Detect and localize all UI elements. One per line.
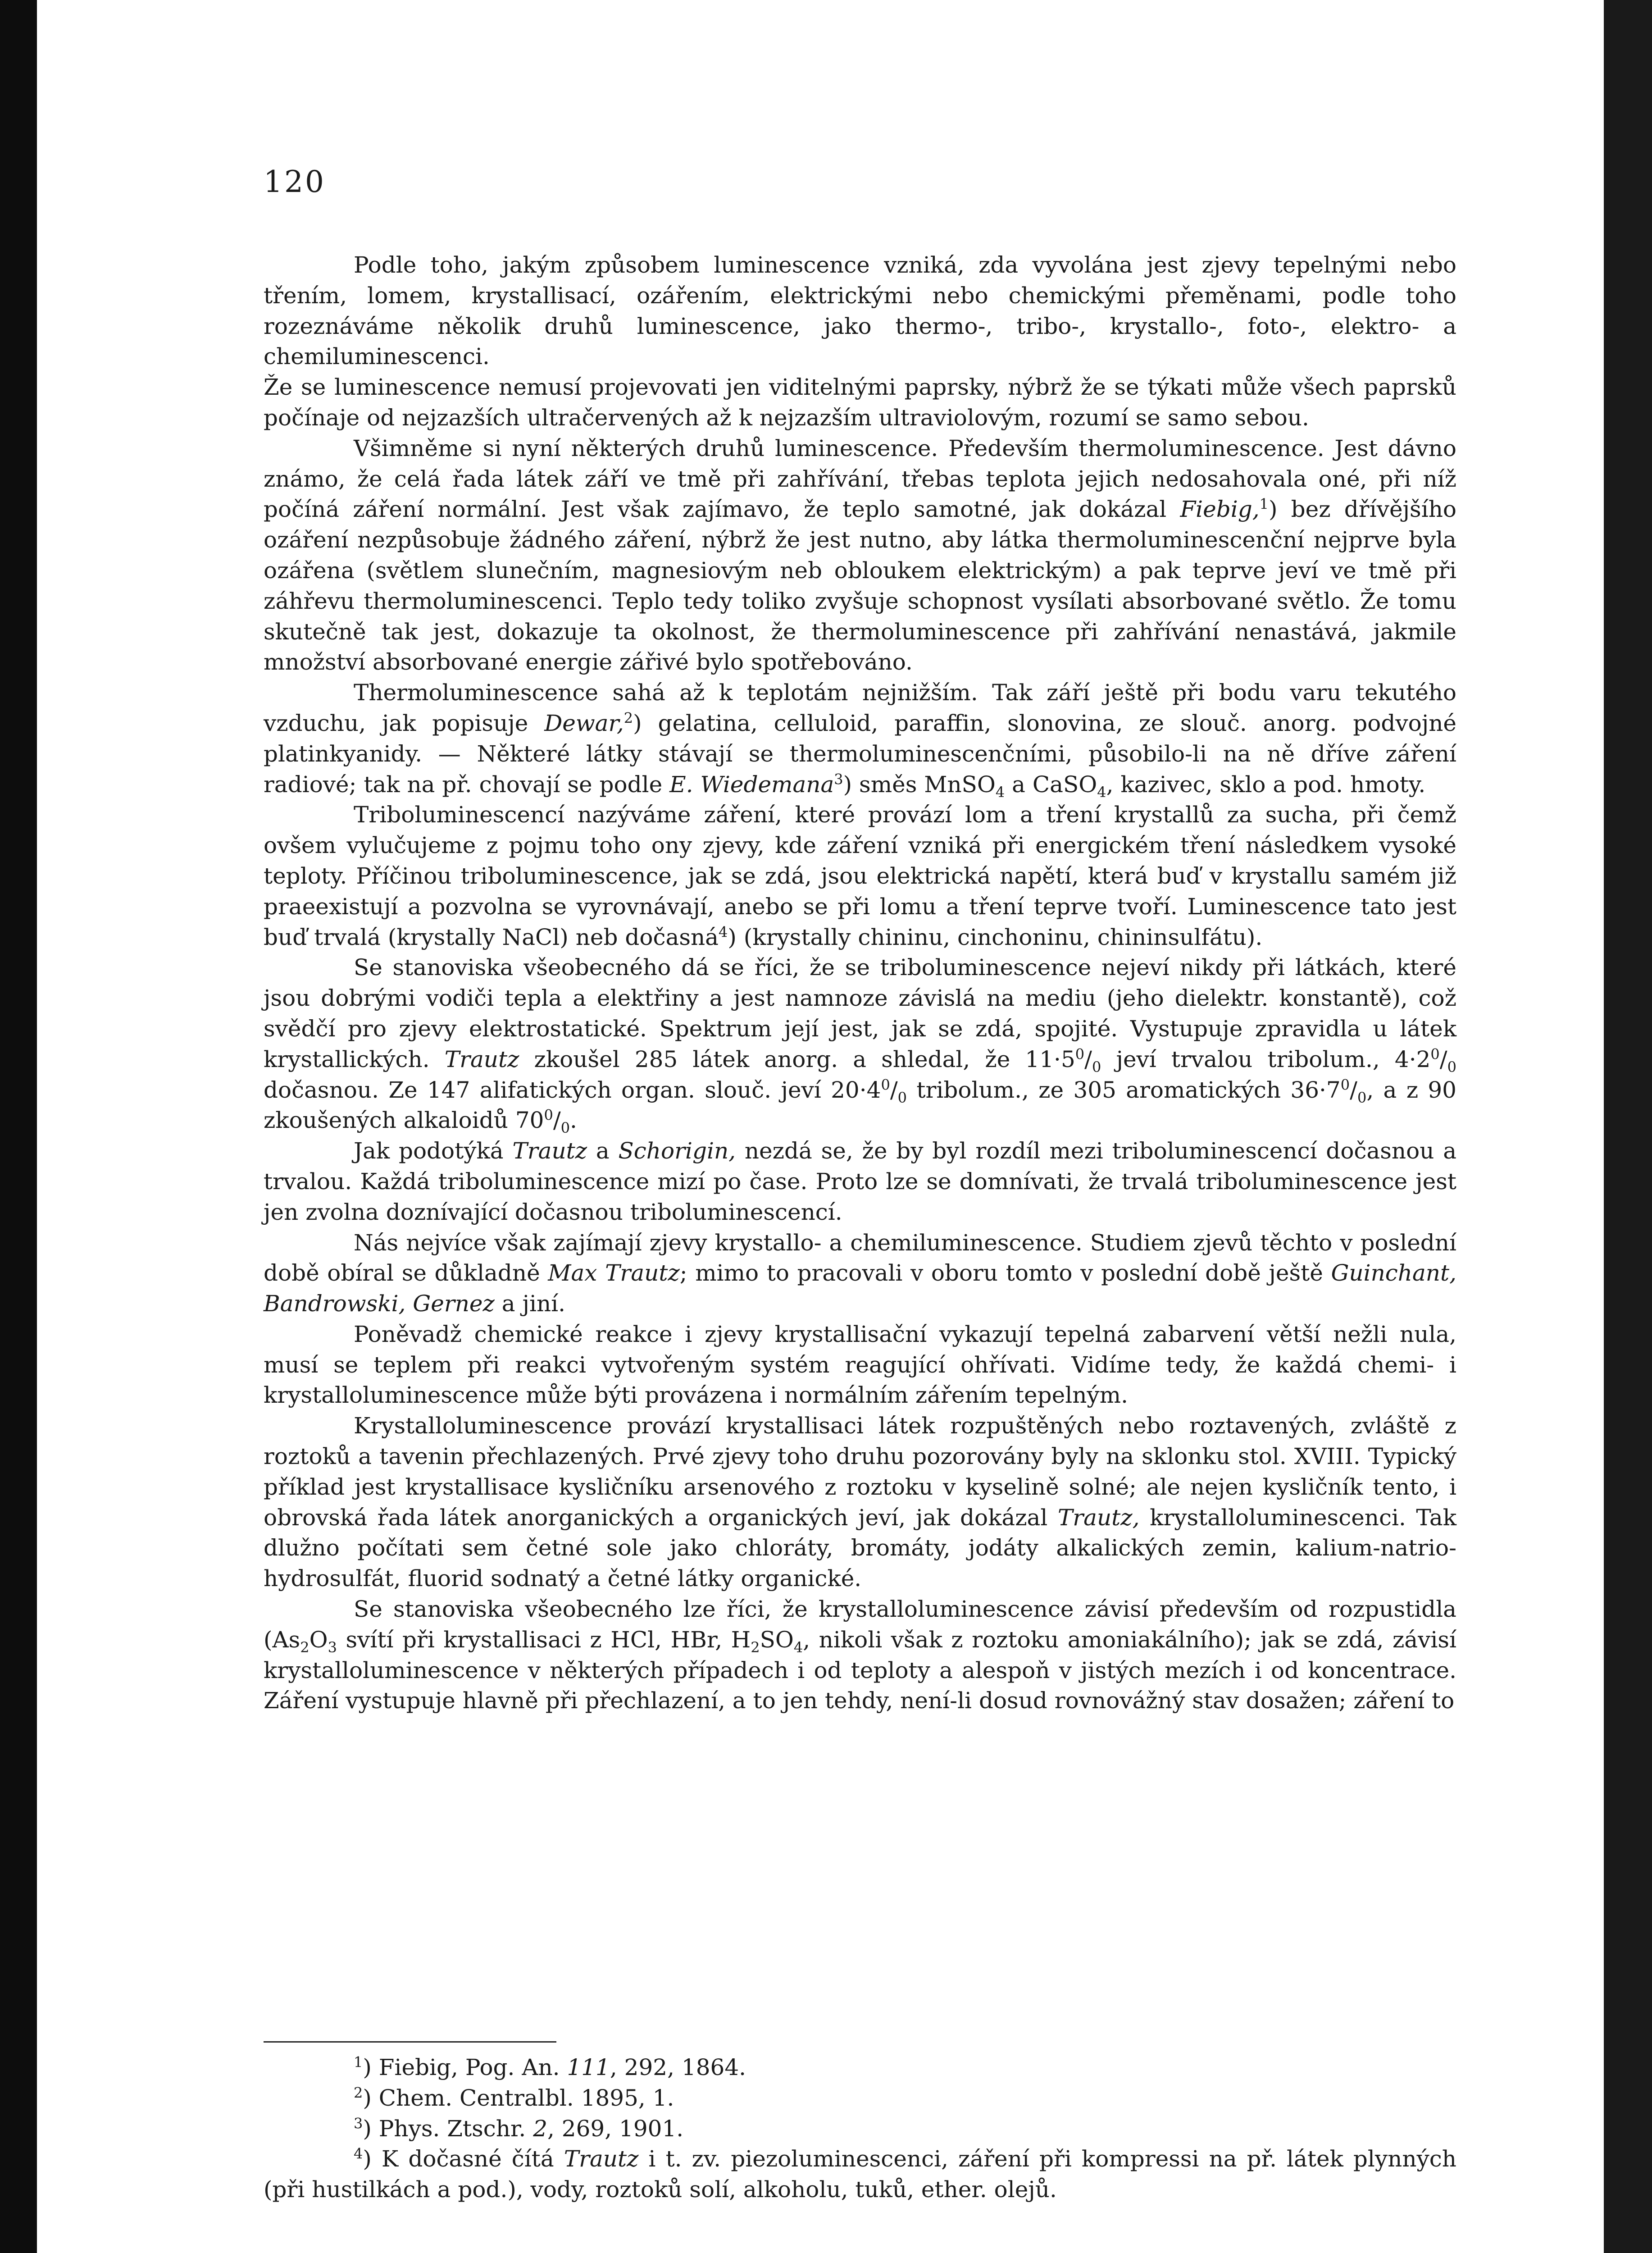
- index-mark: 2: [300, 1638, 309, 1656]
- text-run: nezdá se, že by byl rozdíl mezi triboluminescencí dočasnou a trvalou. Každá triboluminescence mizí po čase. Proto lze se domnívati, že trvalá triboluminescence jest jen zvolna doznívající dočasnou triboluminescencí.: [264, 1138, 1456, 1225]
- emphasized-text: E. Wiedemana: [669, 771, 834, 798]
- footnotes: [264, 2052, 1456, 2205]
- text-run: a CaSO: [1005, 771, 1097, 798]
- paragraph: [264, 953, 1456, 1136]
- text-run: , a z 90 zkoušených alkaloidů 70: [264, 1076, 1456, 1134]
- body-text: [264, 250, 1456, 1716]
- index-mark: 0: [1075, 1045, 1085, 1063]
- text-run: ) Phys. Ztschr.: [363, 2115, 533, 2142]
- text-run: ) směs MnSO: [843, 771, 996, 798]
- index-mark: 1: [354, 2053, 363, 2071]
- text-run: /: [553, 1107, 561, 1134]
- text-run: Se stanoviska všeobecného dá se říci, že se triboluminescence nejeví nikdy při látkách, které jsou dobrými vodiči tepla a elektřiny a jest namnoze závislá na mediu (jeho dielektr. konstantě), což svědčí pro zjevy elektrostatické. Spektrum její jest, jak se zdá, spojité. Vystupuje zpravidla u látek krystallických.: [264, 954, 1456, 1072]
- text-run: /: [1084, 1046, 1092, 1072]
- emphasized-text: Trautz: [444, 1046, 519, 1072]
- text-run: /: [1439, 1046, 1447, 1072]
- text-run: jeví trvalou tribolum., 4·2: [1101, 1046, 1431, 1072]
- index-mark: 2: [354, 2084, 363, 2102]
- footnote: [264, 2083, 1456, 2114]
- text-run: Nás nejvíce však zajímají zjevy krystallo- a chemiluminescence. Studiem zjevů těchto v poslední době obíral se důkladně: [264, 1229, 1456, 1286]
- text-run: Krystalloluminescence provází krystallisaci látek rozpuštěných nebo roztavených, zvláště z roztoků a tavenin přechlazených. Prvé zjevy toho druhu pozorovány byly na sklonku stol. XVIII. Typický příklad jest krystallisace kysličníku arsenového z roztoku v kyselině solné; ale nejen kysličník tento, i obrovská řada látek anorganických a organických jeví, jak dokázal: [264, 1413, 1456, 1531]
- footnote: [264, 2052, 1456, 2083]
- index-mark: 0: [1340, 1076, 1350, 1093]
- text-run: Že se luminescence nemusí projevovati jen viditelnými paprsky, nýbrž že se týkati může všech paprsků počínaje od nejzazších ultračervených až k nejzazším ultraviolovým, rozumí se samo sebou.: [264, 374, 1456, 431]
- emphasized-text: Trautz: [564, 2146, 639, 2172]
- text-run: O: [309, 1626, 328, 1653]
- text-run: /: [1350, 1076, 1357, 1103]
- text-run: SO: [760, 1626, 794, 1653]
- footnote: [264, 2144, 1456, 2205]
- index-mark: 0: [897, 1089, 907, 1106]
- index-mark: 0: [881, 1076, 890, 1093]
- text-run: i t. zv. piezoluminescenci, záření při kompressi na př. látek plynných (při hustilkách a pod.), vody, roztoků solí, alkoholu, tuků, ether. olejů.: [264, 2146, 1456, 2203]
- text-run: , kazivec, sklo a pod. hmoty.: [1106, 771, 1426, 798]
- emphasized-text: Guinchant, Bandrowski, Gernez: [264, 1260, 1456, 1317]
- text-run: , 269, 1901.: [547, 2115, 684, 2142]
- index-mark: 3: [354, 2114, 363, 2132]
- emphasized-text: 2: [533, 2115, 548, 2142]
- footnote-rule: [264, 2041, 556, 2043]
- index-mark: 2: [751, 1638, 760, 1656]
- text-run: , 292, 1864.: [610, 2054, 746, 2080]
- index-mark: 3: [834, 770, 843, 788]
- paragraph: [264, 800, 1456, 953]
- paragraph: [264, 372, 1456, 433]
- emphasized-text: Max Trautz: [548, 1260, 680, 1286]
- text-run: ) gelatina, celluloid, paraffin, slonovina, ze slouč. anorg. podvojné platinkyanidy. — Některé látky stávají se thermoluminescenčními, působilo-li na ně dříve záření radiové; tak na př. chovají se podle: [264, 710, 1457, 798]
- index-mark: 4: [719, 923, 728, 940]
- footnote: [264, 2114, 1456, 2144]
- index-mark: 0: [560, 1119, 570, 1137]
- index-mark: 0: [1092, 1058, 1101, 1076]
- text-run: dočasnou. Ze 147 alifatických organ. slouč. jeví 20·4: [264, 1076, 881, 1103]
- paragraph: [264, 1228, 1456, 1319]
- text-run: ) Fiebig, Pog. An.: [363, 2054, 567, 2080]
- index-mark: 0: [544, 1106, 553, 1124]
- text-run: svítí při krystallisaci z HCl, HBr, H: [337, 1626, 751, 1653]
- index-mark: 3: [328, 1638, 337, 1656]
- emphasized-text: Dewar,: [544, 710, 624, 736]
- index-mark: 1: [1259, 495, 1269, 513]
- text-run: ) Chem. Centralbl. 1895, 1.: [363, 2084, 674, 2111]
- emphasized-text: 111: [567, 2054, 610, 2080]
- text-run: ; mimo to pracovali v oboru tomto v poslední době ještě: [679, 1260, 1331, 1286]
- text-run: a: [587, 1138, 619, 1164]
- index-mark: 4: [1097, 783, 1106, 801]
- paragraph: [264, 250, 1456, 372]
- index-mark: 4: [354, 2145, 363, 2162]
- text-run: /: [890, 1076, 898, 1103]
- paragraph: [264, 1319, 1456, 1411]
- text-run: .: [570, 1107, 577, 1134]
- paragraph: [264, 1594, 1456, 1716]
- text-run: ) K dočasné čítá: [363, 2146, 564, 2172]
- emphasized-text: Trautz,: [1057, 1504, 1140, 1531]
- text-run: Triboluminescencí nazýváme záření, které provází lom a tření krystallů za sucha, při čemž ovšem vylučujeme z pojmu toho ony zjevy, kde záření vzniká při energickém tření následkem vysoké teploty. Příčinou triboluminescence, jak se zdá, jsou elektrická napětí, která buď v krystallu samém již praeexistují a pozvolna se vyrovnávají, anebo se při lomu a tření teprve tvoří. Luminescence tato jest buď trvalá (krystally NaCl) neb dočasná: [264, 802, 1456, 950]
- text-run: ) bez dřívějšího ozáření nezpůsobuje žádného záření, nýbrž že jest nutno, aby látka thermoluminescenční nejprve byla ozářena (světlem slunečním, magnesiovým neb obloukem elektrickým) a pak teprve jeví ve tmě při záhřevu thermoluminescenci. Teplo tedy toliko zvyšuje schopnost vysílati absorbované světlo. Že tomu skutečně tak jest, dokazuje ta okolnost, že thermoluminescence při zahřívání nenastává, jakmile množství absorbované energie zářivé bylo spotřebováno.: [264, 496, 1456, 675]
- paragraph: [264, 1136, 1456, 1227]
- index-mark: 4: [793, 1638, 803, 1656]
- text-run: Jak podotýká: [354, 1138, 513, 1164]
- text-run: krystalloluminescenci. Tak dlužno počítati sem četné sole jako chloráty, bromáty, jodáty alkalických zemin, kalium-natrio-hydrosulfát, fluorid sodnatý a četné látky organické.: [264, 1504, 1457, 1592]
- paragraph: [264, 433, 1456, 678]
- text-run: , nikoli však z roztoku amoniakálního); jak se zdá, závisí krystalloluminescence v některých případech i od teploty a alespoň v jistých mezích i od koncentrace. Záření vystupuje hlavně při přechlazení, a to jen tehdy, není-li dosud rovnovážný stav dosažen; záření to: [264, 1626, 1456, 1714]
- text-run: tribolum., ze 305 aromatických 36·7: [907, 1076, 1341, 1103]
- text-run: Se stanoviska všeobecného lze říci, že krystalloluminescence závisí především od rozpustidla (As: [264, 1596, 1456, 1653]
- text-run: Podle toho, jakým způsobem luminescence vzniká, zda vyvolána jest zjevy tepelnými nebo třením, lomem, krystallisací, ozářením, elektrickými nebo chemickými přeměnami, podle toho rozeznáváme několik druhů luminescence, jako thermo-, tribo-, krystallo-, foto-, elektro- a chemiluminescenci.: [264, 252, 1456, 370]
- page-number: 120: [264, 164, 326, 199]
- text-run: Poněvadž chemické reakce i zjevy krystallisační vykazují tepelná zabarvení větší nežli nula, musí se teplem při reakci vytvořeným systém reagující ohřívati. Vidíme tedy, že každá chemi- i krystalloluminescence může býti provázena i normálním zářením tepelným.: [264, 1321, 1456, 1409]
- index-mark: 0: [1430, 1045, 1440, 1063]
- paragraph: [264, 1411, 1456, 1594]
- text-run: ) (krystally chininu, cinchoninu, chininsulfátu).: [728, 924, 1263, 950]
- text-run: Thermoluminescence sahá až k teplotám nejnižším. Tak září ještě při bodu varu tekutého vzduchu, jak popisuje: [264, 680, 1456, 736]
- text-run: Všimněme si nyní některých druhů luminescence. Především thermoluminescence. Jest dávno známo, že celá řada látek září ve tmě při zahřívání, třebas teplota jejich nedosahovala oné, při níž počíná záření normální. Jest však zajímavo, že teplo samotné, jak dokázal: [264, 435, 1456, 523]
- index-mark: 0: [1357, 1089, 1367, 1106]
- index-mark: 0: [1447, 1058, 1456, 1076]
- emphasized-text: Fiebig,: [1180, 496, 1260, 523]
- text-run: a jiní.: [494, 1291, 566, 1317]
- index-mark: 2: [623, 709, 633, 727]
- paragraph: [264, 678, 1456, 800]
- emphasized-text: Trautz: [512, 1138, 587, 1164]
- text-run: zkoušel 285 látek anorg. a shledal, že 11·5: [519, 1046, 1075, 1072]
- emphasized-text: Schorigin,: [618, 1138, 736, 1164]
- index-mark: 4: [995, 783, 1005, 801]
